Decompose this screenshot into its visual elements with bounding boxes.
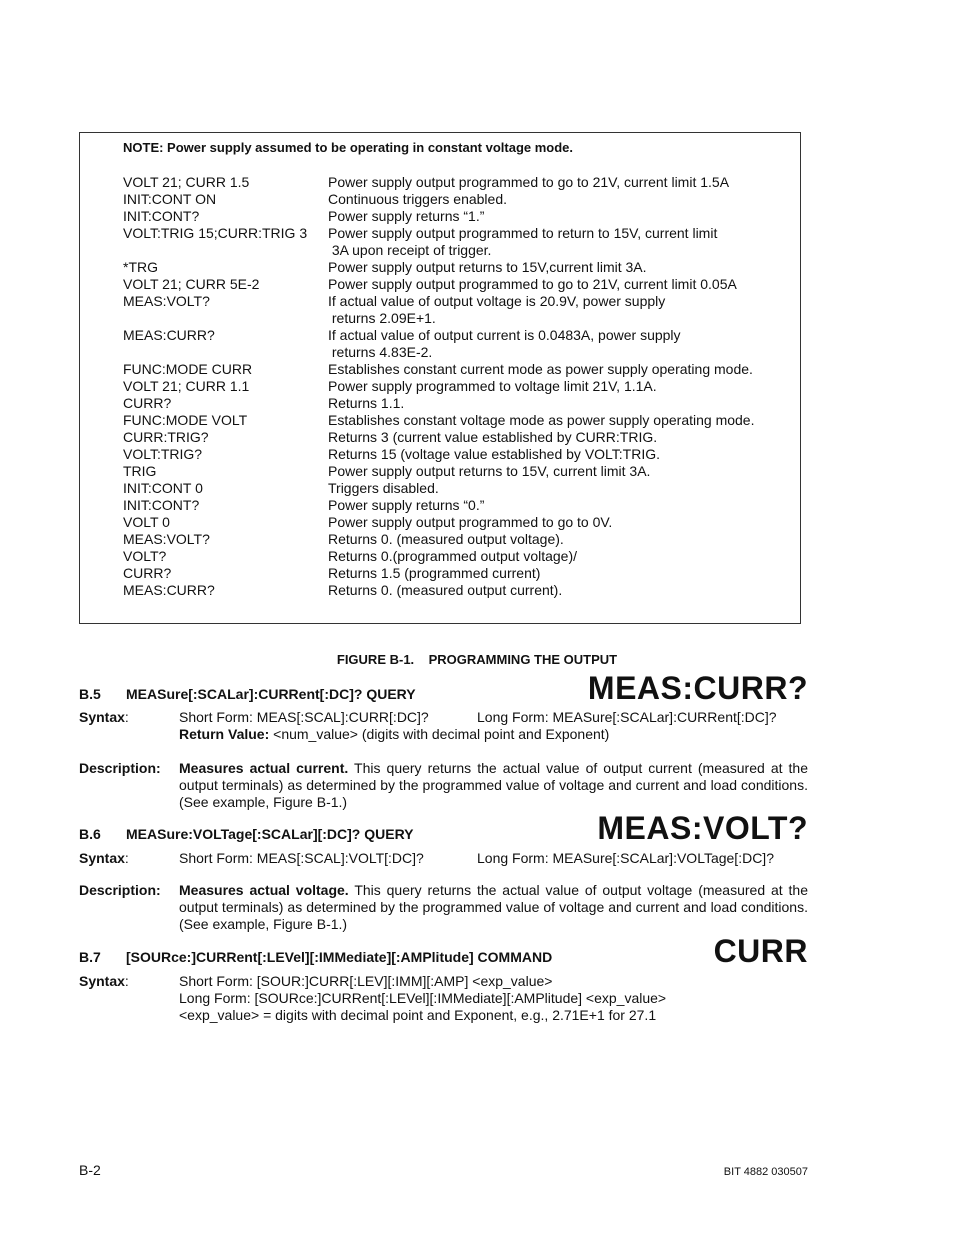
command-text: MEAS:VOLT? (123, 531, 210, 547)
command-description: Returns 0. (measured output current). (328, 582, 563, 598)
command-row (123, 446, 783, 463)
command-description: If actual value of output current is 0.0483A, power supply returns 4.83E-2. (328, 327, 681, 360)
command-row (123, 463, 783, 480)
command-description: Establishes constant voltage mode as power supply operating mode. (328, 412, 755, 428)
description-label: Description: (79, 760, 161, 776)
command-description: Establishes constant current mode as power supply operating mode. (328, 361, 753, 377)
command-description: Power supply returns “1.” (328, 208, 485, 224)
command-description: Power supply output returns to 15V,current limit 3A. (328, 259, 647, 275)
short-form: Short Form: MEAS[:SCAL]:VOLT[:DC]? (179, 850, 424, 866)
command-text: CURR? (123, 565, 172, 581)
command-description: If actual value of output voltage is 20.9V, power supply returns 2.09E+1. (328, 293, 666, 326)
command-text: VOLT 21; CURR 1.5 (123, 174, 250, 190)
command-text: VOLT:TRIG 15;CURR:TRIG 3 (123, 225, 308, 241)
page-number: B-2 (79, 1162, 101, 1178)
command-text: INIT:CONT 0 (123, 480, 203, 496)
command-description: Power supply output programmed to go to 21V, current limit 0.05A (328, 276, 737, 292)
command-description: Power supply output programmed to go to 21V, current limit 1.5A (328, 174, 730, 190)
section-title: [SOURce:]CURRent[:LEVel][:IMMediate][:AMPlitude] COMMAND (126, 949, 553, 965)
command-row (123, 327, 783, 361)
command-description: Power supply programmed to voltage limit 21V, 1.1A. (328, 378, 657, 394)
section-heading-b7 (79, 949, 552, 965)
command-table (123, 174, 783, 599)
command-text: VOLT 21; CURR 5E-2 (123, 276, 260, 292)
command-description: Power supply output returns to 15V, current limit 3A. (328, 463, 651, 479)
command-text: MEAS:VOLT? (123, 293, 210, 309)
section-number: B.6 (79, 826, 101, 842)
long-form: Long Form: [SOURce:]CURRent[:LEVel][:IMMediate][:AMPlitude] <exp_value> (179, 990, 667, 1006)
description-text: Measures actual current. This query returns the actual value of output current (measured at the output terminals) as determined by the programmed value of voltage and current and load conditions. (See example, Figure B-1.) (179, 760, 808, 810)
command-text: MEAS:CURR? (123, 582, 215, 598)
command-row (123, 514, 783, 531)
section-heading-b6 (79, 826, 414, 842)
command-row (123, 412, 783, 429)
command-text: MEAS:CURR? (123, 327, 215, 343)
syntax-label: Syntax: (79, 973, 129, 989)
syntax-label: Syntax: (79, 850, 129, 866)
command-row (123, 531, 783, 548)
command-text: VOLT? (123, 548, 167, 564)
command-text: INIT:CONT? (123, 208, 200, 224)
command-description: Returns 1.5 (programmed current) (328, 565, 541, 581)
command-text: TRIG (123, 463, 157, 479)
return-value: Return Value: <num_value> (digits with decimal point and Exponent) (179, 726, 610, 742)
command-description: Power supply output programmed to return to 15V, current limit 3A upon receipt of trigger. (328, 225, 718, 258)
section-number: B.7 (79, 949, 101, 965)
command-description: Returns 0. (measured output voltage). (328, 531, 564, 547)
description-text: Measures actual voltage. This query returns the actual value of output voltage (measured at the output terminals) as determined by the programmed value of voltage and current and load conditions. (See example, Figure B-1.) (179, 882, 808, 932)
command-description: Returns 1.1. (328, 395, 405, 411)
long-form: Long Form: MEASure[:SCALar]:CURRent[:DC]? (477, 709, 777, 725)
command-description: Returns 0.(programmed output voltage)/ (328, 548, 578, 564)
command-row (123, 276, 783, 293)
command-row (123, 225, 783, 259)
big-command-label: CURR (713, 933, 808, 969)
command-row (123, 429, 783, 446)
command-row (123, 378, 783, 395)
command-text: VOLT 0 (123, 514, 170, 530)
command-text: INIT:CONT ON (123, 191, 217, 207)
section-number: B.5 (79, 686, 101, 702)
section-heading-b5 (79, 686, 416, 702)
command-row (123, 361, 783, 378)
command-text: INIT:CONT? (123, 497, 200, 513)
command-row (123, 259, 783, 276)
command-row (123, 480, 783, 497)
command-description: Power supply returns “0.” (328, 497, 485, 513)
document-id: BIT 4882 030507 (723, 1166, 808, 1178)
exp-value-definition: <exp_value> = digits with decimal point and Exponent, e.g., 2.71E+1 for 27.1 (179, 1007, 657, 1023)
command-row (123, 293, 783, 327)
command-text: *TRG (123, 259, 158, 275)
command-description: Triggers disabled. (328, 480, 439, 496)
big-command-label: MEAS:CURR? (587, 670, 808, 706)
command-row (123, 565, 783, 582)
command-text: VOLT:TRIG? (123, 446, 203, 462)
command-row (123, 548, 783, 565)
command-description: Power supply output programmed to go to 0V. (328, 514, 613, 530)
command-description: Continuous triggers enabled. (328, 191, 508, 207)
figure-caption: FIGURE B-1. PROGRAMMING THE OUTPUT (336, 652, 618, 667)
command-text: FUNC:MODE VOLT (123, 412, 248, 428)
section-title: MEASure:VOLTage[:SCALar][:DC]? QUERY (126, 826, 414, 842)
command-row (123, 208, 783, 225)
description-label: Description: (79, 882, 161, 898)
section-title: MEASure[:SCALar]:CURRent[:DC]? QUERY (126, 686, 416, 702)
command-text: VOLT 21; CURR 1.1 (123, 378, 250, 394)
command-row (123, 582, 783, 599)
syntax-label: Syntax: (79, 709, 129, 725)
short-form: Short Form: [SOUR:]CURR[:LEV][:IMM][:AMP] <exp_value> (179, 973, 553, 989)
command-description: Returns 15 (voltage value established by VOLT:TRIG. (328, 446, 661, 462)
command-description: Returns 3 (current value established by CURR:TRIG. (328, 429, 658, 445)
big-command-label: MEAS:VOLT? (597, 810, 808, 846)
note-title: NOTE: Power supply assumed to be operating in constant voltage mode. (123, 140, 574, 155)
command-text: FUNC:MODE CURR (123, 361, 253, 377)
command-row (123, 174, 783, 191)
command-row (123, 191, 783, 208)
command-text: CURR? (123, 395, 172, 411)
short-form: Short Form: MEAS[:SCAL]:CURR[:DC]? (179, 709, 429, 725)
command-text: CURR:TRIG? (123, 429, 209, 445)
command-row (123, 395, 783, 412)
long-form: Long Form: MEASure[:SCALar]:VOLTage[:DC]? (477, 850, 774, 866)
command-row (123, 497, 783, 514)
